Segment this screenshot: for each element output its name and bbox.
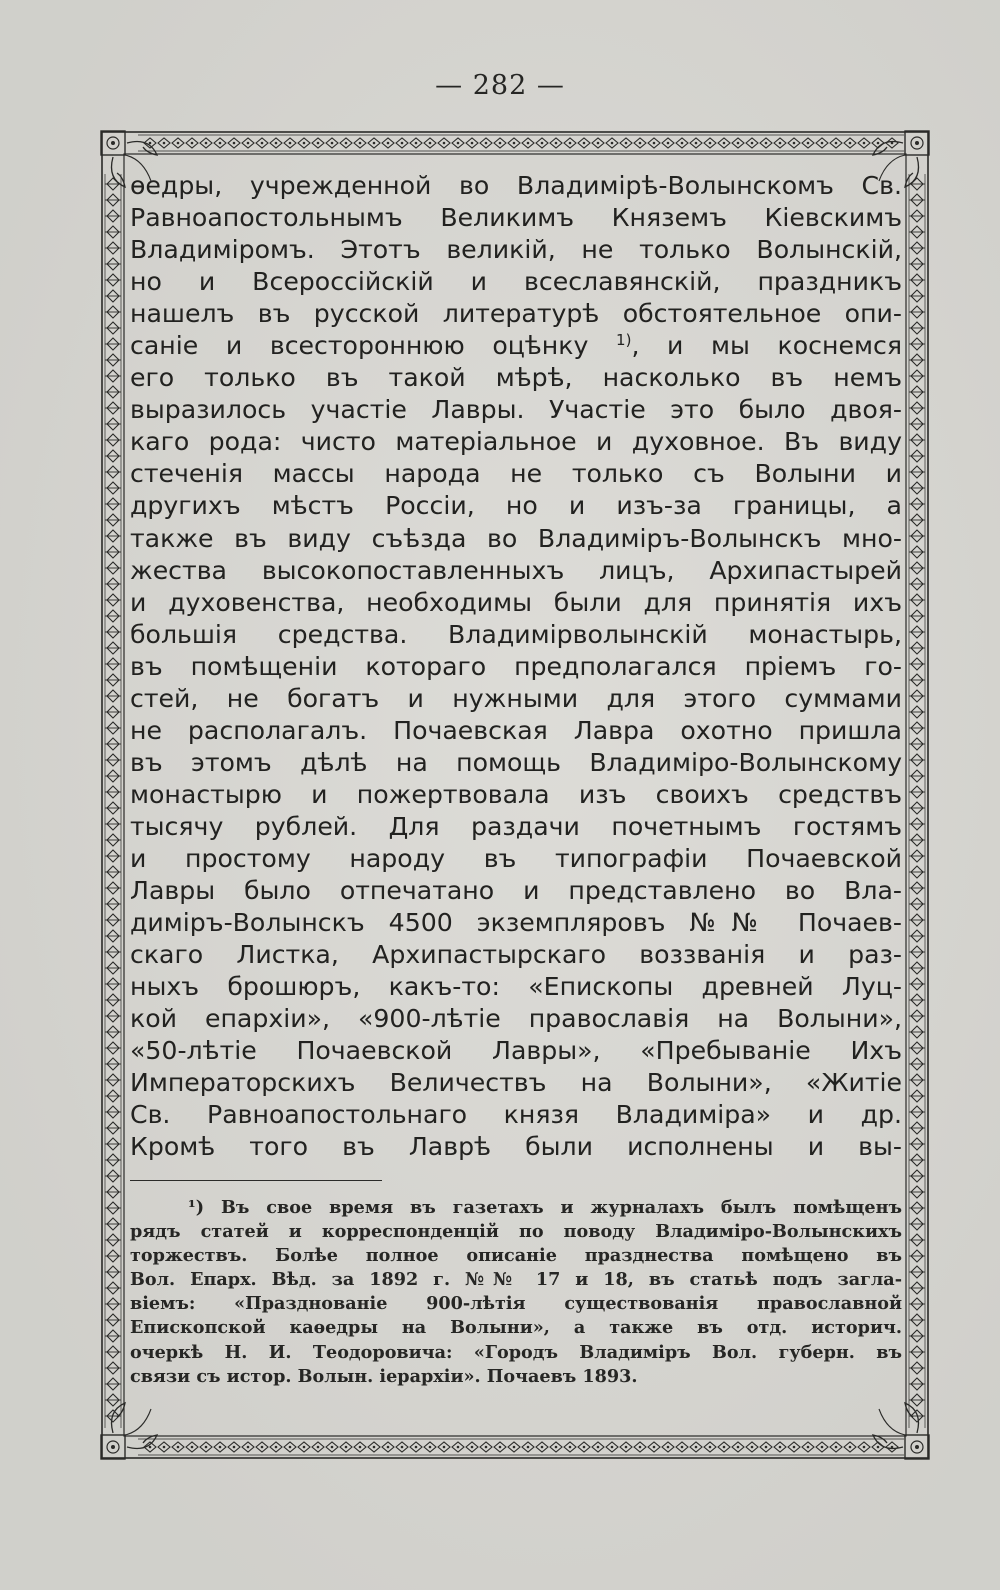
text-line: ѳедры, учрежденной во Владимірѣ-Волынскомъ Св.	[130, 171, 902, 200]
text-line: каго рода: чисто матеріальное и духовное. Въ виду	[130, 427, 902, 457]
text-line: и духовенства, необходимы были для принятія ихъ	[130, 587, 902, 617]
text-line: жества высокопоставленныхъ лицъ, Архипастырей	[130, 555, 902, 585]
text-line: «50-лѣтіе Почаевской Лавры», «Пребываніе Ихъ	[130, 1036, 902, 1066]
text-line: и простому народу въ типографіи Почаевской	[130, 843, 902, 873]
text-line: Императорскихъ Величествъ на Волыни», «Житіе	[130, 1068, 902, 1098]
text-line: стей, не богатъ и нужными для этого суммами	[130, 683, 902, 713]
text-line: нашелъ въ русской литературѣ обстоятельное опи-	[130, 299, 902, 329]
footnote-line: віемъ: «Празднованіе 900-лѣтія существованія православной	[130, 1293, 902, 1315]
footnote-line: очеркѣ Н. И. Теодоровича: «Городъ Владиміръ Вол. губерн. въ	[130, 1341, 902, 1363]
footnote-line: Вол. Епарх. Вѣд. за 1892 г. №№ 17 и 18, въ статьѣ подъ загла-	[130, 1269, 902, 1291]
text-line: Кромѣ того въ Лаврѣ были исполнены и вы-	[130, 1132, 902, 1162]
text-line: другихъ мѣстъ Россіи, но и изъ-за границы, а	[130, 491, 902, 521]
text-line: въ помѣщеніи котораго предполагался пріемъ го-	[130, 651, 902, 681]
text-line: Владиміромъ. Этотъ великій, не только Волынскій,	[130, 235, 902, 265]
text-line-head: саніе и всестороннюю оцѣнку	[130, 331, 589, 361]
text-line-with-footnote-ref	[130, 330, 902, 362]
footnote-line: торжествъ. Болѣе полное описаніе празднества помѣщено въ	[130, 1245, 902, 1267]
main-text	[130, 170, 902, 1163]
footnote-line: ¹) Въ свое время въ газетахъ и журналахъ былъ помѣщенъ	[188, 1197, 902, 1218]
text-line: но и Всероссійскій и всеславянскій, праздникъ	[130, 267, 902, 297]
text-line: выразилось участіе Лавры. Участіе это было двоя-	[130, 395, 902, 425]
text-line: Равноапостольнымъ Великимъ Княземъ Кіевскимъ	[130, 203, 902, 233]
text-line: его только въ такой мѣрѣ, насколько въ немъ	[130, 363, 902, 393]
text-line: диміръ-Волынскъ 4500 экземпляровъ №№ Почаев-	[130, 908, 902, 938]
text-line: ныхъ брошюръ, какъ-то: «Епископы древней Луц-	[130, 972, 902, 1002]
text-line: скаго Листка, Архипастырскаго воззванія и раз-	[130, 940, 902, 970]
text-line: большія средства. Владимірволынскій монастырь,	[130, 619, 902, 649]
text-line: стеченія массы народа не только съ Волыни и	[130, 459, 902, 489]
footnote-line: связи съ истор. Волын. іерархіи». Почаевъ 1893.	[130, 1365, 638, 1387]
text-line: тысячу рублей. Для раздачи почетнымъ гостямъ	[130, 811, 902, 841]
footnote-reference: 1)	[616, 331, 632, 350]
text-line: монастырю и пожертвовала изъ своихъ средствъ	[130, 779, 902, 809]
text-line: Лавры было отпечатано и представлено во Вла-	[130, 876, 902, 906]
text-line: также въ виду съѣзда во Владиміръ-Волынскъ мно-	[130, 523, 902, 553]
footnote-line: Епископской каѳедры на Волыни», а также въ отд. историч.	[130, 1317, 902, 1339]
text-line: въ этомъ дѣлѣ на помощь Владиміро-Волынскому	[130, 747, 902, 777]
text-line: не располагалъ. Почаевская Лавра охотно пришла	[130, 715, 902, 745]
text-line-tail: , и мы коснемся	[631, 331, 902, 361]
footnote	[130, 1196, 902, 1389]
text-line: кой епархіи», «900-лѣтіе православія на Волыни»,	[130, 1004, 902, 1034]
text-line: Св. Равноапостольнаго князя Владиміра» и др.	[130, 1100, 902, 1130]
footnote-line: рядъ статей и корреспонденцій по поводу Владиміро-Волынскихъ	[130, 1221, 902, 1243]
footnote-divider	[130, 1180, 382, 1181]
page-number: — 282 —	[435, 70, 565, 101]
